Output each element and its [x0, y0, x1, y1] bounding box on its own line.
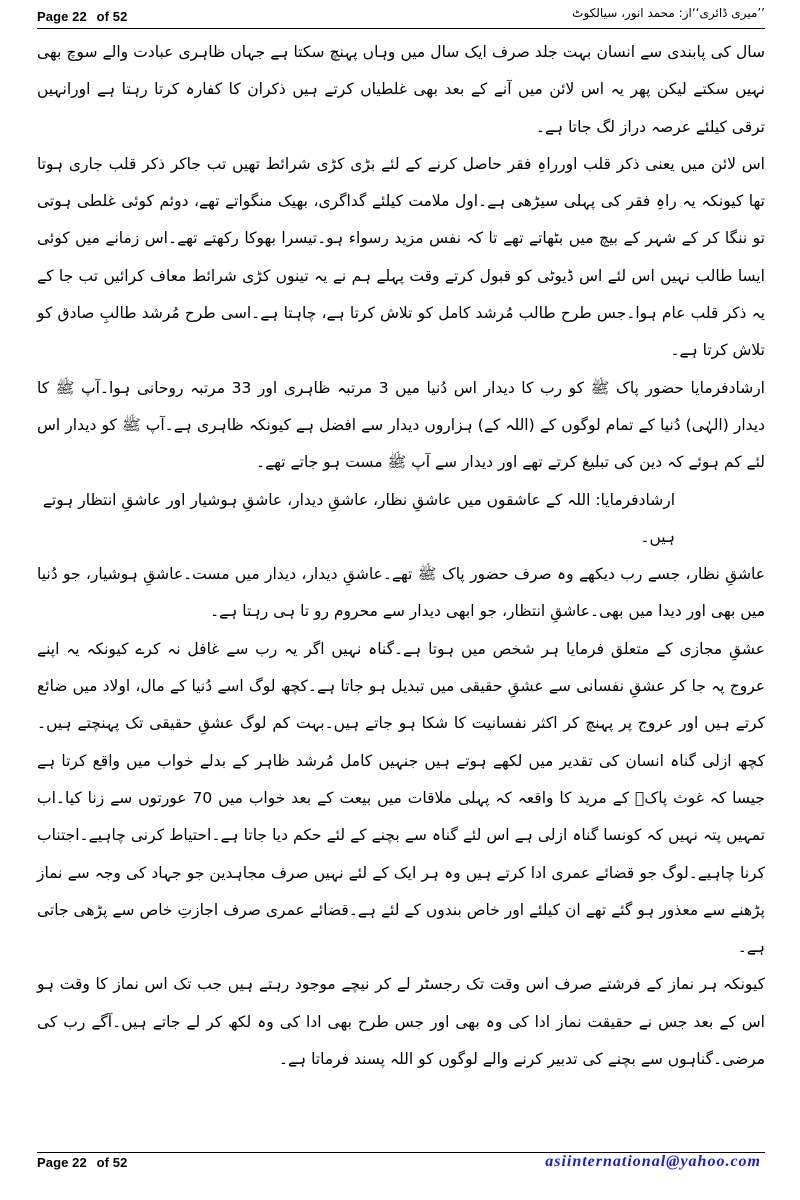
footer-email-link[interactable]: asiinternational@yahoo.com — [545, 1153, 761, 1170]
header-page-label: Page 22 — [37, 9, 87, 24]
page-footer — [37, 1152, 765, 1175]
paragraph: ارشادفرمایا حضور پاک ﷺ کو رب کا دیدار اس دُنیا میں 3 مرتبہ ظاہری اور 33 مرتبہ روحانی ہوا۔آپ ﷺ کا دیدار (الہٰی) دُنیا کے تمام لوگوں کے (اللہ کے) ہزاروں دیدار سے افضل ہے کیونکہ ظاہری ہے۔آپ ﷺ کو دیدار اس لئے کم ہوئے کہ دین کی تبلیغ کرتے تھے اور دیدار سے آپ ﷺ مست ہو جاتے تھے۔ — [37, 378, 765, 472]
header-page-number — [37, 9, 127, 24]
paragraph: کیونکہ ہر نماز کے فرشتے صرف اس وقت تک رجسٹر لے کر نیچے موجود رہتے ہیں جب تک اس نماز کا وقت ہو اس کے بعد جس نے حقیقت نماز ادا کی وہ بھی اور جس طرح بھی ادا کی وہ لکھ کر لے جاتے ہیں۔آگے رب کی مرضی۔گناہوں سے بچنے کی تدبیر کرنے والے لوگوں کو اللہ پسند فرماتا ہے۔ — [37, 975, 765, 1069]
footer-page-number — [37, 1155, 127, 1170]
header-page-total: of 52 — [96, 9, 128, 24]
paragraph: اس لائن میں یعنی ذکر قلب اورراہِ فقر حاصل کرنے کے لئے بڑی کڑی شرائط تھیں تب جاکر ذکر قلب جاری ہوتا تھا کیونکہ یہ راہِ فقر کی پہلی سیڑھی ہے۔اول ملامت کیلئے گداگری، بھیک منگواتے تھے، دوئم کوئی غلطی ہوتی تو ننگا کر کے شہر کے بیچ میں بٹھاتے تھے تا کہ نفس مزید رسواء ہو۔تیسرا بھوکا رکھتے تھے۔اس زمانے میں کوئی ایسا طالب نہیں اس لئے اس ڈیوٹی کو قبول کرتے وقت پہلے ہم نے یہ تینوں کڑی شرائط معاف کرائیں تب جا کے یہ ذکر قلب عام ہوا۔جس طرح طالب مُرشد کامل کو تلاش کرتا ہے، چاہتا ہے۔اسی طرح مُرشد طالبِ صادق کو تلاش کرتا ہے۔ — [37, 154, 765, 360]
paragraph: ارشادفرمایا: اللہ کے عاشقوں میں عاشقِ نظار، عاشقِ دیدار، عاشقِ ہوشیار اور عاشقِ انتظار ہوتے ہیں۔ — [42, 490, 675, 546]
paragraph: عشقِ مجازی کے متعلق فرمایا ہر شخص میں ہوتا ہے۔گناہ نہیں اگر یہ رب سے غافل نہ کرے کیونکہ یہ اپنے عروج پہ جا کر عشقِ نفسانی سے عشقِ حقیقی میں تبدیل ہو جاتا ہے۔کچھ لوگ اسے دُنیا کے مال، اولاد میں ضائع کرتے ہیں اور عروج پر پہنچ کر اکثر نفسانیت کا شکا ہو جاتے ہیں۔بہت کم لوگ عشقِ حقیقی تک پہنچتے ہیں۔کچھ ازلی گناہ انسان کی تقدیر میں لکھے ہوتے ہیں جنہیں کامل مُرشد ظاہر کے بدلے خواب میں واقع کرتا ہے جیسا کہ غوث پاکؒ کے مرید کا واقعہ کہ پہلی ملاقات میں بیعت کے بعد خواب میں 70 عورتوں سے زنا کیا۔اب تمہیں پتہ نہیں کہ کونسا گناہ ازلی ہے اس لئے گناہ سے بچنے کے لئے حکم دیا جاتا ہے۔احتیاط کرنی چاہیے۔اجتناب کرنا چاہیے۔لوگ جو قضائے عمری ادا کرتے ہیں وہ ہر ایک کے لئے نہیں صرف مجاہدین جو جہاد کی وجہ سے نماز پڑھنے سے معذور ہو گئے تھے ان کیلئے اور خاص بندوں کے لئے ہے۔قضائے عمری صرف اجازتِ خاص سے پڑھی جاتی ہے۔ — [37, 639, 765, 957]
footer-page-total: of 52 — [96, 1155, 128, 1170]
page-body — [37, 34, 765, 1078]
paragraph: سال کی پابندی سے انسان بہت جلد صرف ایک سال میں وہاں پہنچ سکتا ہے جہاں ظاہری عبادت والے سوچ بھی نہیں سکتے لیکن پھر یہ اس لائن میں آنے کے بعد بھی غلطیاں کرتے ہیں ذکران کا کفارہ کرتا رہتا ہے اورانہیں ترقی کیلئے عرصہ دراز لگ جاتا ہے۔ — [37, 43, 765, 136]
page-header — [37, 6, 765, 29]
book-title: ’’میری ڈائری‘‘از: محمد انور، سیالکوٹ — [572, 6, 765, 20]
footer-page-label: Page 22 — [37, 1155, 87, 1170]
paragraph: عاشقِ نظار، جسے رب دیکھے وہ صرف حضور پاک ﷺ تھے۔عاشقِ دیدار، دیدار میں مست۔عاشقِ ہوشیار، جو دُنیا میں بھی اور دیدا میں بھی۔عاشقِ انتظار، جو ابھی دیدار سے محروم رو تا ہی رہتا ہے۔ — [37, 565, 765, 621]
